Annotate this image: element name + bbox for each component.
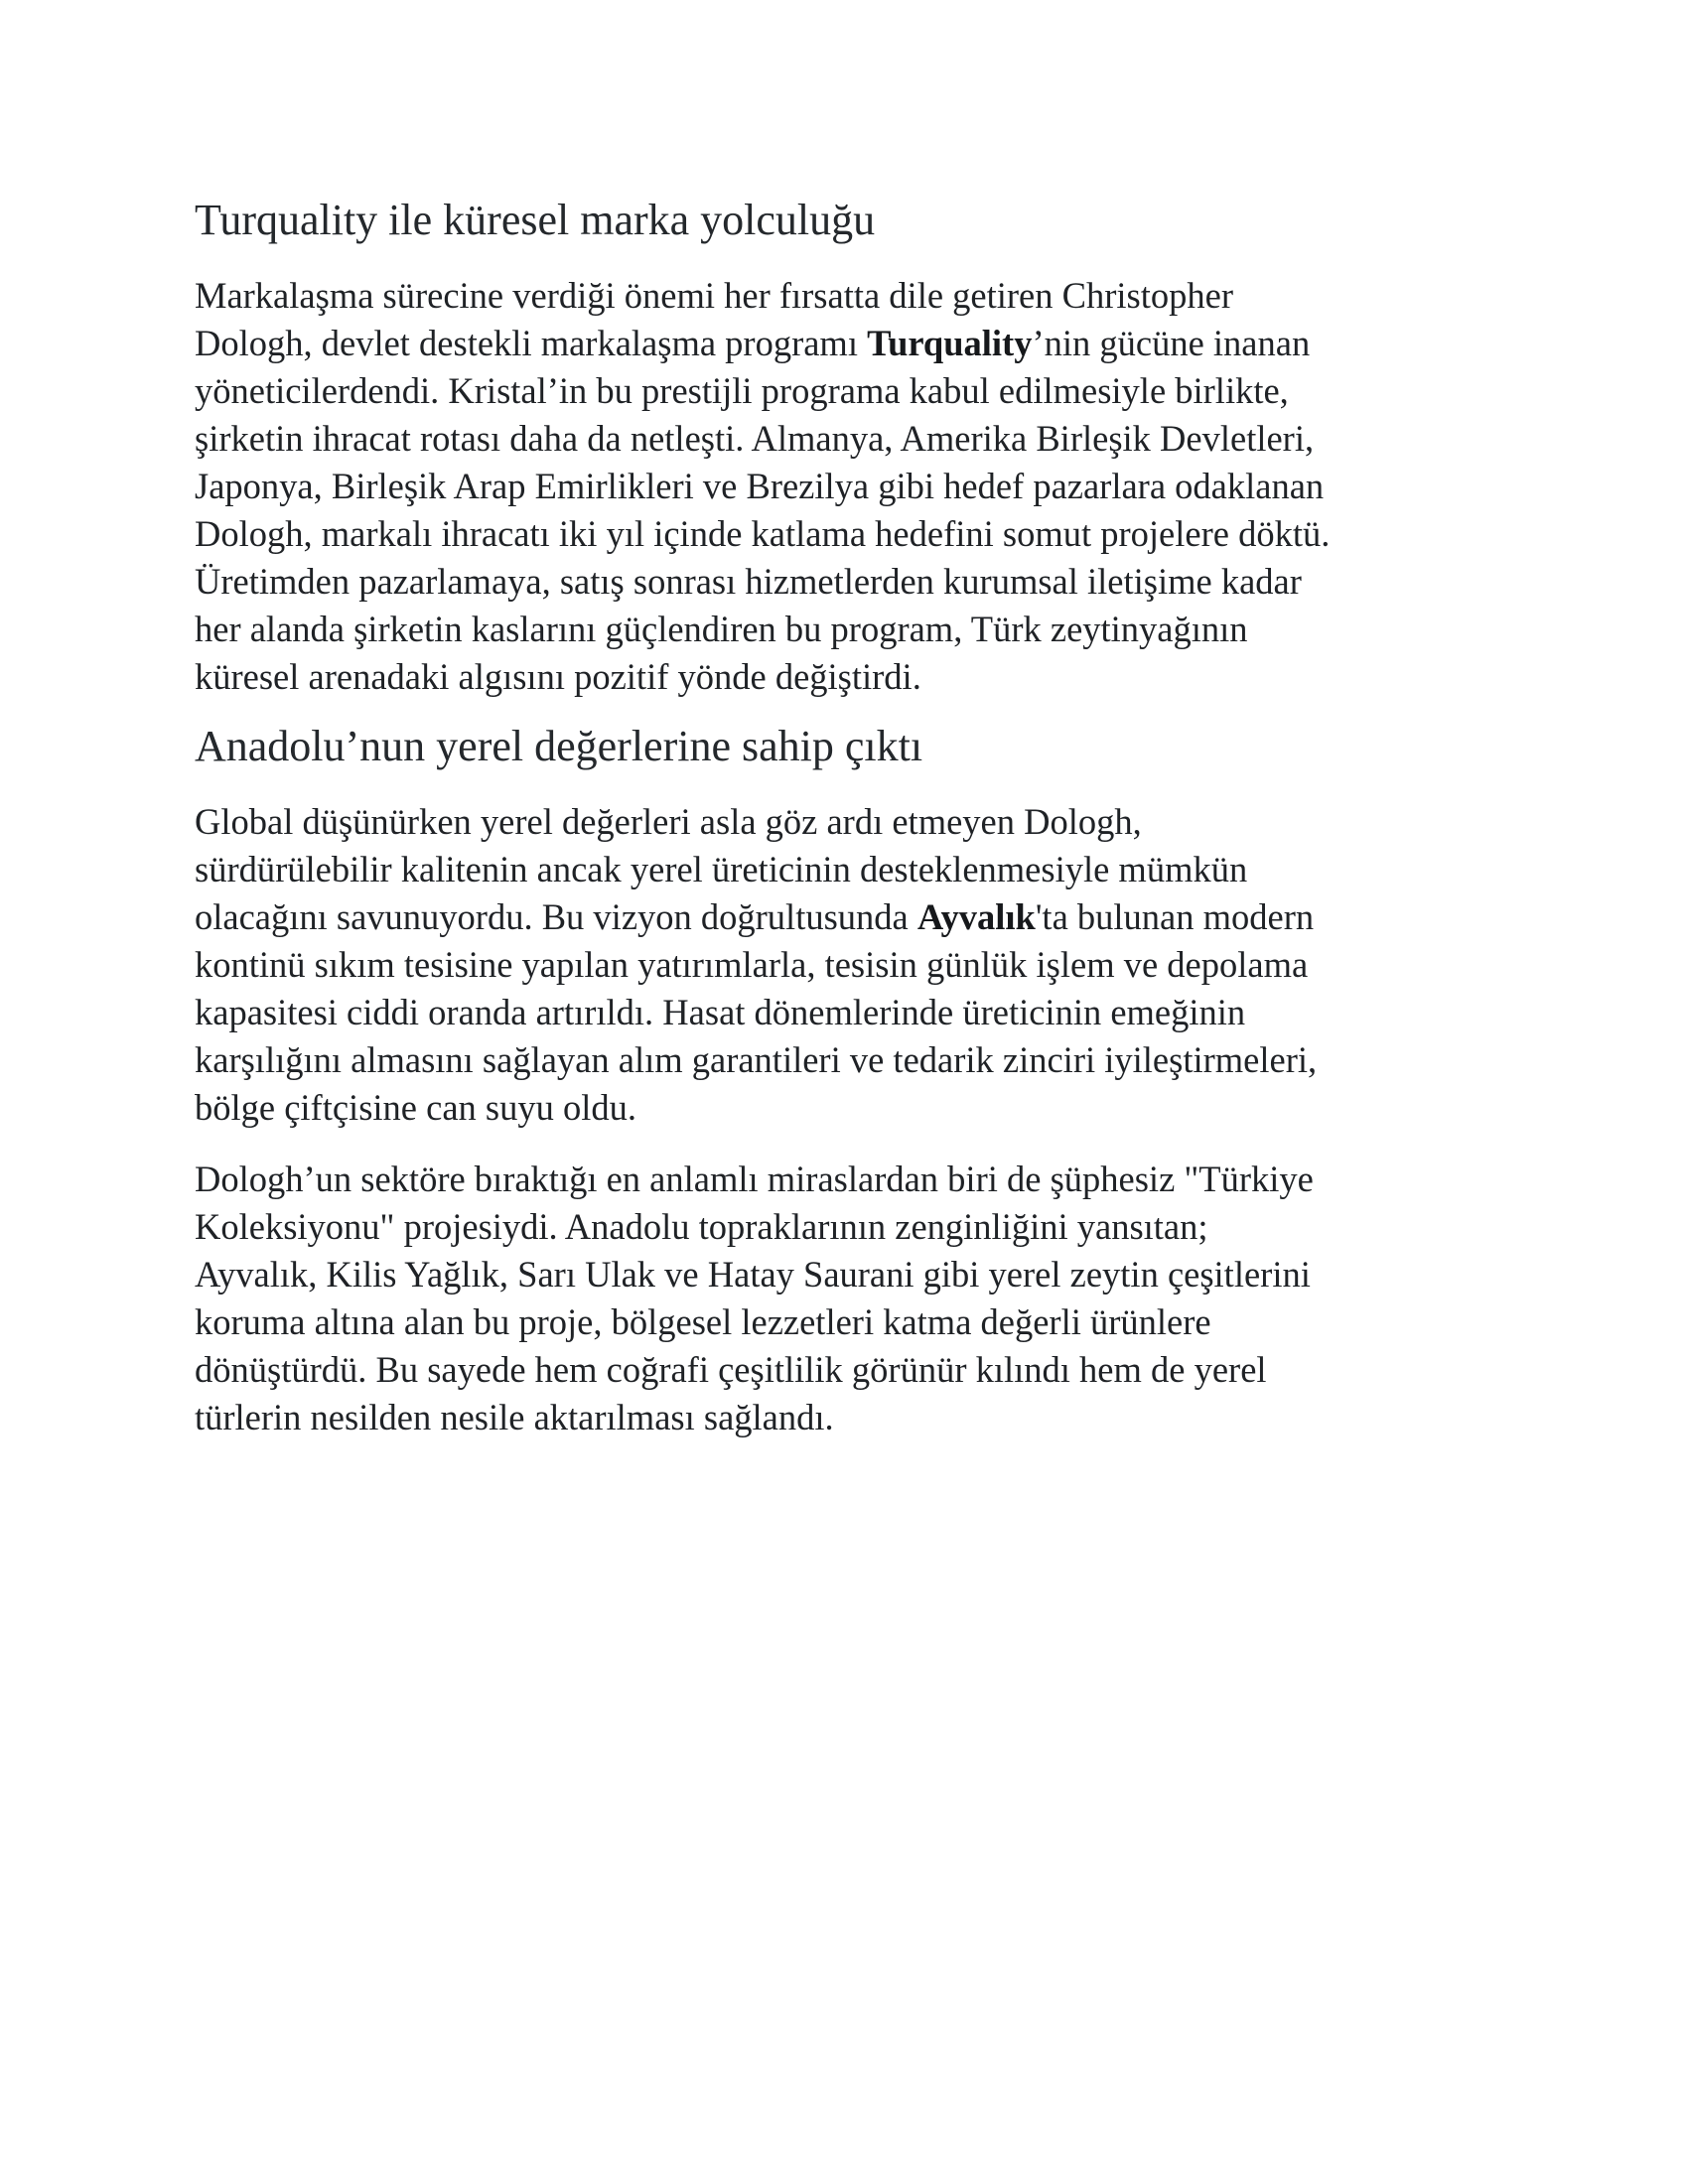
paragraph-turquality (195, 272, 1525, 701)
text-line (195, 320, 1525, 367)
text-line: türlerin nesilden nesile aktarılması sağlandı. (195, 1397, 834, 1437)
bold-term-ayvalik: Ayvalık (916, 896, 1036, 937)
text-line: kontinü sıkım tesisine yapılan yatırımlarla, tesisin günlük işlem ve depolama (195, 944, 1309, 985)
text-line: şirketin ihracat rotası daha da netleşti. Almanya, Amerika Birleşik Devletleri, (195, 418, 1315, 459)
document-page (195, 191, 1525, 1441)
text-line (195, 893, 1525, 941)
text-line: küresel arenadaki algısını pozitif yönde değiştirdi. (195, 656, 921, 697)
text-line: yöneticilerdendi. Kristal’in bu prestijli programa kabul edilmesiyle birlikte, (195, 370, 1289, 411)
text-line: Koleksiyonu" projesiydi. Anadolu topraklarının zenginliğini yansıtan; (195, 1206, 1208, 1247)
text-line: karşılığını almasını sağlayan alım garantileri ve tedarik zinciri iyileştirmeleri, (195, 1039, 1318, 1080)
text-line: Dologh’un sektöre bıraktığı en anlamlı miraslardan biri de şüphesiz "Türkiye (195, 1159, 1314, 1199)
text-line: bölge çiftçisine can suyu oldu. (195, 1087, 636, 1128)
text-line: Ayvalık, Kilis Yağlık, Sarı Ulak ve Hatay Saurani gibi yerel zeytin çeşitlerini (195, 1254, 1311, 1295)
section-heading-turquality: Turquality ile küresel marka yolculuğu (195, 196, 876, 244)
text-line: Markalaşma sürecine verdiği önemi her fırsatta dile getiren Christopher (195, 275, 1233, 316)
text-segment: olacağını savunuyordu. Bu vizyon doğrultusunda (195, 896, 917, 937)
section-heading-anadolu: Anadolu’nun yerel değerlerine sahip çıktı (195, 722, 923, 770)
text-line: Global düşünürken yerel değerleri asla göz ardı etmeyen Dologh, (195, 801, 1142, 842)
text-line: her alanda şirketin kaslarını güçlendiren bu program, Türk zeytinyağının (195, 609, 1248, 649)
text-line: koruma altına alan bu proje, bölgesel lezzetleri katma değerli ürünlere (195, 1301, 1211, 1342)
text-line: Japonya, Birleşik Arap Emirlikleri ve Brezilya gibi hedef pazarlara odaklanan (195, 466, 1325, 506)
text-segment: ’nin gücüne inanan (1032, 323, 1311, 363)
paragraph-local-values (195, 798, 1525, 1132)
text-line: sürdürülebilir kalitenin ancak yerel üreticinin desteklenmesiyle mümkün (195, 849, 1248, 889)
text-line: Üretimden pazarlamaya, satış sonrası hizmetlerden kurumsal iletişime kadar (195, 561, 1302, 602)
text-line: kapasitesi ciddi oranda artırıldı. Hasat dönemlerinde üreticinin emeğinin (195, 992, 1246, 1032)
text-segment: 'ta bulunan modern (1035, 896, 1315, 937)
bold-term-turquality: Turquality (867, 323, 1033, 363)
text-segment: Dologh, devlet destekli markalaşma programı (195, 323, 868, 363)
text-line: Dologh, markalı ihracatı iki yıl içinde katlama hedefini somut projelere döktü. (195, 513, 1331, 554)
paragraph-turkiye-collection (195, 1156, 1525, 1441)
text-line: dönüştürdü. Bu sayede hem coğrafi çeşitlilik görünür kılındı hem de yerel (195, 1349, 1267, 1390)
